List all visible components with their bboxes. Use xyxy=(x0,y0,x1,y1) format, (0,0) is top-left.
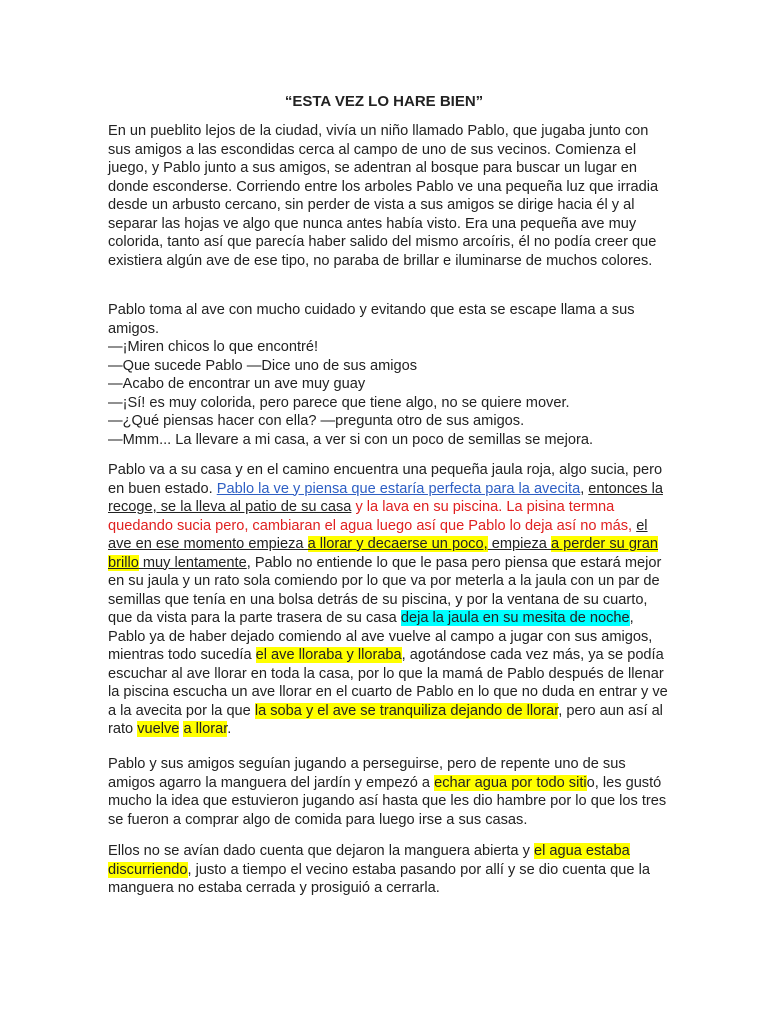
yellow-highlight: a llorar y decaerse un poco, xyxy=(307,536,488,552)
text-run: , Pablo ya de haber dejado comiendo al ave vuelve al campo a jugar con sus amigos, mientras todo sucedía xyxy=(108,610,653,663)
paragraph-2 xyxy=(108,301,668,449)
document-title: “ESTA VEZ LO HARE BIEN” xyxy=(284,93,484,110)
underlined-text: el ave en ese momento empieza xyxy=(108,517,648,552)
text-run: , justo a tiempo el vecino estaba pasando por allí y se dio cuenta que la manguera no estaba cerrada y prosiguió a cerrarla. xyxy=(108,861,650,896)
yellow-highlight: el agua estaba discurriendo xyxy=(108,843,630,878)
yellow-highlight: el ave lloraba y lloraba xyxy=(255,647,402,663)
underlined-text: entonces la recoge, se la lleva al patio de su casa xyxy=(108,480,663,515)
yellow-highlight: echar agua por todo siti xyxy=(434,774,587,791)
paragraph-1: En un pueblito lejos de la ciudad, vivía un niño llamado Pablo, que jugaba junto con sus amigos a las escondidas cerca al campo de uno de sus vecinos. Comienza el juego, y Pablo junto a sus amigos, se adentran al bosque para buscar un lugar en donde esconderse. Corriendo entre los arboles Pablo ve una pequeña luz que irradia desde un arbusto cercano, sin perder de vista a sus amigos se dirige hacia él y al separar las hojas ve algo que nunca antes había visto. Era una pequeña ave muy colorida, tanto así que parecía haber salido del mismo arcoíris, él no podía creer que existiera algún ave de ese tipo, no paraba de brillar e iluminarse de muchos colores. xyxy=(108,123,659,269)
text-run: Pablo y sus amigos seguían jugando a perseguirse, pero de repente uno de sus amigos agarro la manguera del jardín y empezó a xyxy=(108,756,626,791)
blue-underlined-text: Pablo la ve y piensa que estaría perfecta para la avecita xyxy=(216,480,581,497)
paragraph-3 xyxy=(108,461,668,739)
paragraph-4 xyxy=(108,755,668,829)
yellow-highlight: vuelve xyxy=(137,721,180,737)
dialogue-line: —¡Miren chicos lo que encontré! xyxy=(108,339,319,355)
yellow-highlight: a perder su gran brillo xyxy=(108,536,659,571)
text-run: . xyxy=(227,721,232,737)
text-run: Pablo va a su casa y en el camino encuentra una pequeña jaula roja, algo sucia, pero en buen estado. xyxy=(108,462,663,497)
underlined-text: muy lentamente xyxy=(138,554,247,571)
text-run: , agotándose cada vez más, ya se podía escuchar al ave llorar en toda la casa, por lo que la mamá de Pablo después de llenar la piscina escucha un ave llorar en el cuarto de Pablo en lo que no duda en entrar y ve a la avecita por la que xyxy=(108,647,668,719)
text-run: Ellos no se avían dado cuenta que dejaron la manguera abierta y xyxy=(108,843,534,859)
text-run: , Pablo no entiende lo que le pasa pero piensa que estará mejor en su jaula y un rato sola comiendo por lo que va por meterla a la jaula con un par de semillas que tenía en una bolsa detrás de su piscina, y por la ventana de su cuarto, que da vista para la parte trasera de su casa xyxy=(108,554,662,626)
paragraph-5 xyxy=(108,842,668,898)
dialogue-line: —¡Sí! es muy colorida, pero parece que tiene algo, no se quiere mover. xyxy=(108,394,570,411)
text-run: , xyxy=(580,480,589,497)
cyan-highlight: deja la jaula en su mesita de noche xyxy=(400,610,630,626)
dialogue-line: —Que sucede Pablo —Dice uno de sus amigos xyxy=(108,357,418,374)
yellow-highlight: a llorar xyxy=(183,721,228,737)
paragraph-2-intro: Pablo toma al ave con mucho cuidado y evitando que esta se escape llama a sus amigos. xyxy=(108,302,635,337)
dialogue-line: —¿Qué piensas hacer con ella? —pregunta otro de sus amigos. xyxy=(108,413,525,429)
dialogue-line: —Acabo de encontrar un ave muy guay xyxy=(108,376,366,392)
text-run: , pero aun así al rato xyxy=(108,702,663,737)
red-text: y la lava en su piscina. La pisina termna quedando sucia pero, cambiaran el agua luego así que Pablo lo deja así no más, xyxy=(108,499,633,534)
text-run: o, les gustó mucho la idea que estuvieron jugando así hasta que les dio hambre por lo que los tres se fueron a comprar algo de comida para luego irse a sus casas. xyxy=(108,774,667,828)
dialogue-line: —Mmm... La llevare a mi casa, a ver si con un poco de semillas se mejora. xyxy=(108,431,594,448)
yellow-highlight: la soba y el ave se tranquiliza dejando de llorar xyxy=(254,702,559,719)
underlined-text: empieza xyxy=(487,536,551,552)
